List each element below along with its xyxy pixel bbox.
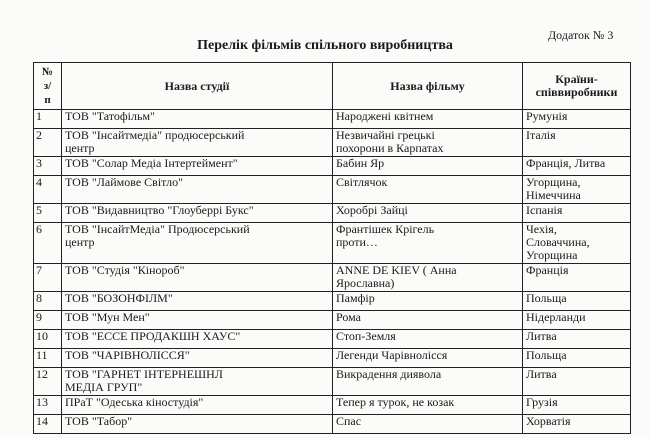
countries-line: Іспанія xyxy=(526,203,563,217)
table-row xyxy=(34,330,631,349)
cell-film xyxy=(333,110,523,129)
cell-countries xyxy=(523,157,631,176)
document-title: Перелік фільмів спільного виробництва xyxy=(197,38,453,53)
cell-film xyxy=(333,157,523,176)
countries-line: Литва xyxy=(526,367,557,381)
film-line: Легенди Чарівнолісся xyxy=(336,348,448,362)
table-row xyxy=(34,110,631,129)
countries-line: Румунія xyxy=(526,109,568,123)
header-countries: Країни- співвиробники xyxy=(523,63,631,110)
countries-line: Франція xyxy=(526,263,569,277)
table-row xyxy=(34,129,631,157)
row-number: 10 xyxy=(34,330,62,349)
countries-line: Польща xyxy=(526,291,567,305)
countries-line: Хорватія xyxy=(526,414,571,428)
table-row xyxy=(34,176,631,204)
studio-line: центр xyxy=(65,235,95,249)
cell-studio xyxy=(62,311,333,330)
studio-line: ТОВ "Студія "Кінороб" xyxy=(65,263,185,277)
cell-film xyxy=(333,129,523,157)
cell-studio xyxy=(62,129,333,157)
cell-countries xyxy=(523,223,631,264)
film-line: Рома xyxy=(336,310,361,324)
cell-film xyxy=(333,368,523,396)
row-number: 9 xyxy=(34,311,62,330)
row-number: 13 xyxy=(34,396,62,415)
cell-film xyxy=(333,176,523,204)
cell-film xyxy=(333,396,523,415)
row-number: 7 xyxy=(34,264,62,292)
table-row xyxy=(34,396,631,415)
film-line: похорони в Карпатах xyxy=(336,141,444,155)
studio-line: ТОВ "ІнсайтМедіа" Продюсерський xyxy=(65,222,250,236)
film-line: Викрадення диявола xyxy=(336,367,442,381)
row-number: 11 xyxy=(34,349,62,368)
cell-countries xyxy=(523,330,631,349)
cell-film xyxy=(333,264,523,292)
films-table xyxy=(33,62,631,434)
header-film: Назва фільму xyxy=(333,63,523,110)
film-line: проти… xyxy=(336,235,378,249)
countries-line: Італія xyxy=(526,128,556,142)
cell-film xyxy=(333,204,523,223)
studio-line: ТОВ "БОЗОНФІЛМ" xyxy=(65,291,173,305)
cell-studio xyxy=(62,110,333,129)
studio-line: ТОВ "Лаймове Світло" xyxy=(65,175,183,189)
cell-film xyxy=(333,330,523,349)
table-row xyxy=(34,157,631,176)
countries-line: Литва xyxy=(526,329,557,343)
cell-countries xyxy=(523,311,631,330)
header-num: № з/ п xyxy=(34,63,62,110)
row-number: 1 xyxy=(34,110,62,129)
countries-line: Польща xyxy=(526,348,567,362)
film-line: Бабин Яр xyxy=(336,156,385,170)
row-number: 3 xyxy=(34,157,62,176)
table-row xyxy=(34,368,631,396)
studio-line: ТОВ "ЧАРІВНОЛІССЯ" xyxy=(65,348,190,362)
studio-line: ТОВ "Табор" xyxy=(65,414,133,428)
table-header-row xyxy=(34,63,631,110)
studio-line: ТОВ "Татофільм" xyxy=(65,109,155,123)
appendix-label: Додаток № 3 xyxy=(548,28,614,42)
table-row xyxy=(34,415,631,434)
studio-line: ТОВ "ГАРНЕТ ІНТЕРНЕШНЛ xyxy=(65,367,223,381)
studio-line: центр xyxy=(65,141,95,155)
cell-countries xyxy=(523,204,631,223)
countries-line: Грузія xyxy=(526,395,558,409)
cell-countries xyxy=(523,110,631,129)
cell-studio xyxy=(62,264,333,292)
cell-studio xyxy=(62,396,333,415)
cell-countries xyxy=(523,368,631,396)
row-number: 14 xyxy=(34,415,62,434)
studio-line: ТОВ "Інсайтмедіа" продюсерський xyxy=(65,128,245,142)
row-number: 2 xyxy=(34,129,62,157)
countries-line: Словаччина, xyxy=(526,235,590,249)
row-number: 12 xyxy=(34,368,62,396)
table-row xyxy=(34,349,631,368)
cell-studio xyxy=(62,204,333,223)
film-line: Хоробрі Зайці xyxy=(336,203,408,217)
film-line: Тепер я турок, не козак xyxy=(336,395,455,409)
cell-countries xyxy=(523,349,631,368)
studio-line: ТОВ "Мун Мен" xyxy=(65,310,150,324)
row-number: 4 xyxy=(34,176,62,204)
countries-line: Німеччина xyxy=(526,188,581,202)
table-body xyxy=(34,110,631,434)
film-line: Стоп-Земля xyxy=(336,329,396,343)
countries-line: Угорщина xyxy=(526,248,578,262)
table-row xyxy=(34,204,631,223)
row-number: 5 xyxy=(34,204,62,223)
cell-studio xyxy=(62,330,333,349)
row-number: 8 xyxy=(34,292,62,311)
film-line: Народжені квітнем xyxy=(336,109,434,123)
cell-studio xyxy=(62,292,333,311)
film-line: Світлячок xyxy=(336,175,388,189)
studio-line: ТОВ "Солар Медіа Інтертеймент" xyxy=(65,156,238,170)
cell-studio xyxy=(62,157,333,176)
table-row xyxy=(34,292,631,311)
film-line: ANNE DE KIEV ( Анна xyxy=(336,263,457,277)
cell-film xyxy=(333,349,523,368)
film-line: Незвичайні грецькі xyxy=(336,128,435,142)
cell-countries xyxy=(523,292,631,311)
film-line: Спас xyxy=(336,414,362,428)
countries-line: Нідерланди xyxy=(526,310,586,324)
cell-studio xyxy=(62,415,333,434)
cell-countries xyxy=(523,129,631,157)
cell-film xyxy=(333,223,523,264)
table-row xyxy=(34,264,631,292)
cell-countries xyxy=(523,264,631,292)
film-line: Ярославна) xyxy=(336,276,395,290)
countries-line: Угорщина, xyxy=(526,175,581,189)
cell-studio xyxy=(62,176,333,204)
row-number: 6 xyxy=(34,223,62,264)
cell-studio xyxy=(62,223,333,264)
cell-film xyxy=(333,415,523,434)
cell-studio xyxy=(62,368,333,396)
table-row xyxy=(34,311,631,330)
cell-countries xyxy=(523,415,631,434)
studio-line: ТОВ "Видавництво "Глоуберрі Букс" xyxy=(65,203,254,217)
film-line: Памфір xyxy=(336,291,375,305)
cell-countries xyxy=(523,176,631,204)
header-studio: Назва студії xyxy=(62,63,333,110)
countries-line: Франція, Литва xyxy=(526,156,606,170)
studio-line: ПРаТ "Одеська кіностудія" xyxy=(65,395,204,409)
cell-film xyxy=(333,292,523,311)
film-line: Франтішек Крігель xyxy=(336,222,435,236)
countries-line: Чехія, xyxy=(526,222,557,236)
cell-studio xyxy=(62,349,333,368)
studio-line: ТОВ "ЕССЕ ПРОДАКШН ХАУС" xyxy=(65,329,241,343)
cell-film xyxy=(333,311,523,330)
table-row xyxy=(34,223,631,264)
studio-line: МЕДІА ГРУП" xyxy=(65,380,143,394)
cell-countries xyxy=(523,396,631,415)
